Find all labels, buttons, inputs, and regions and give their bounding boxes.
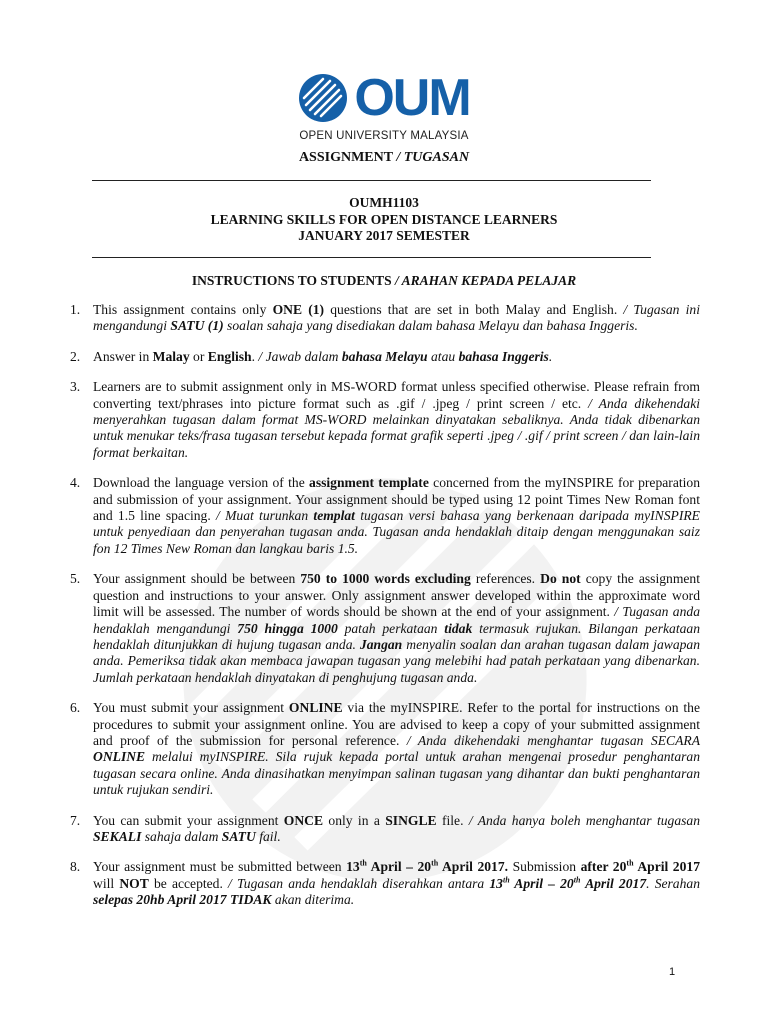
list-item: 6. You must submit your assignment ONLINE via the myINSPIRE. Refer to the portal for instructions on the procedures to submit your assignment online. You are advised to keep a copy of your submitted assignment and proof of the submission for personal reference. / Anda dikehendaki menghantar tugasan SECARA ONLINE melalui myINSPIRE. Sila rujuk kepada portal untuk arahan mengenai prosedur penghantaran tugasan secara online. Anda dinasihatkan menyimpan salinan tugasan yang dihantar dan bukti penghantaran untuk rujukan sendiri.	[70, 700, 700, 798]
divider-top	[92, 180, 651, 181]
list-item: 1. This assignment contains only ONE (1) questions that are set in both Malay and English. / Tugasan ini mengandungi SATU (1) soalan sahaja yang disediakan dalam bahasa Melayu dan bahasa Inggeris.	[70, 302, 700, 334]
course-title: LEARNING SKILLS FOR OPEN DISTANCE LEARNERS	[210, 211, 558, 227]
course-block	[0, 195, 768, 245]
list-item: 8. Your assignment must be submitted between 13th April – 20th April 2017. Submission after 20th April 2017 will NOT be accepted. / Tugasan anda hendaklah diserahkan antara 13th April – 20th April 2017. Serahan selepas 20hb April 2017 TIDAK akan diterima.	[70, 858, 700, 908]
oum-logo	[0, 69, 768, 142]
instructions-list	[70, 302, 700, 923]
assignment-heading: ASSIGNMENT / TUGASAN	[298, 150, 470, 165]
instructions-heading: INSTRUCTIONS TO STUDENTS / ARAHAN KEPADA PELAJAR	[191, 273, 577, 288]
divider-bottom	[92, 257, 651, 258]
oum-emblem-icon	[298, 73, 348, 123]
list-item: 5. Your assignment should be between 750 to 1000 words excluding references. Do not copy the assignment question and instructions to your answer. Only assignment answer developed within the approximate word limit will be assessed. The number of words should be shown at the end of your assignment. / Tugasan anda hendaklah mengandungi 750 hingga 1000 patah perkataan tidak termasuk rujukan. Bilangan perkataan hendaklah ditunjukkan di hujung tugasan anda. Jangan menyalin soalan dan arahan tugasan dalam jawapan anda. Pemeriksa tidak akan membaca jawapan tugasan yang melebihi had patah perkataan yang dibenarkan. Jumlah perkataan hendaklah dinyatakan di penghujung tugasan anda.	[70, 571, 701, 685]
list-item: 3. Learners are to submit assignment only in MS-WORD format unless specified otherwise. Please refrain from converting text/phrases into picture format such as .gif / .jpeg / print screen / etc. / Anda dikehendaki menyerahkan tugasan dalam format MS-WORD melainkan dinyatakan sebaliknya. Anda tidak dibenarkan untuk menukar teks/frasa tugasan tersebut kepada format grafik seperti .jpeg / .gif / print screen / dan lain-lain format berkaitan.	[70, 379, 700, 460]
course-semester: JANUARY 2017 SEMESTER	[298, 228, 470, 243]
logo-wordmark: OUM	[354, 69, 470, 127]
list-item: 2. Answer in Malay or English. / Jawab dalam bahasa Melayu atau bahasa Inggeris.	[70, 348, 553, 364]
list-item: 4. Download the language version of the assignment template concerned from the myINSPIRE for preparation and submission of your assignment. Your assignment should be typed using 12 point Times New Roman font and 1.5 line spacing. / Muat turunkan templat tugasan versi bahasa yang berkenaan daripada myINSPIRE untuk penyediaan dan penyerahan tugasan anda. Tugasan anda hendaklah ditaip dengan menggunakan saiz fon 12 Times New Roman dan langkau baris 1.5.	[70, 475, 701, 556]
logo-subtitle: OPEN UNIVERSITY MALAYSIA	[299, 130, 469, 142]
course-code: OUMH1103	[349, 195, 419, 210]
list-item: 7. You can submit your assignment ONCE only in a SINGLE file. / Anda hanya boleh menghantar tugasan SEKALI sahaja dalam SATU fail.	[70, 812, 701, 844]
page-number: 1	[669, 966, 676, 978]
